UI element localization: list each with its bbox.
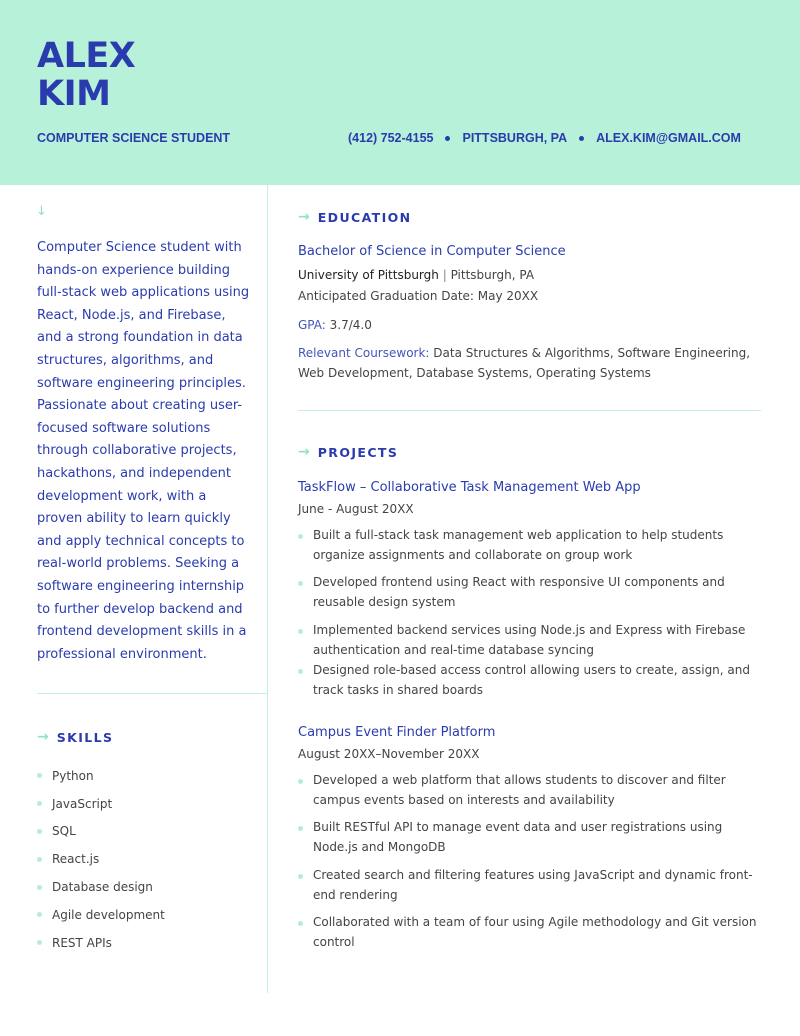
bullet-icon (298, 581, 303, 586)
skill-label: Agile development (52, 907, 165, 922)
coursework-label: Relevant Coursework: (298, 346, 430, 360)
coursework-value: Data Structures & Algorithms, Software Engineering, Web Development, Database Systems, Operating Systems (298, 346, 751, 380)
skills-title: SKILLS (56, 729, 114, 745)
bullet-text: Created search and filtering features using JavaScript and dynamic front-end rendering (313, 867, 753, 902)
gpa-line (298, 315, 758, 336)
bullet-icon (37, 773, 42, 778)
university-city: Pittsburgh, PA (450, 268, 535, 282)
projects-title: PROJECTS (317, 444, 399, 460)
arrow-right-icon: → (298, 209, 310, 225)
project-date: August 20XX–November 20XX (298, 747, 480, 761)
list-item (298, 771, 758, 810)
section-divider (298, 410, 761, 411)
list-item (298, 913, 758, 952)
university-line (298, 265, 758, 286)
university: University of Pittsburgh (298, 268, 439, 282)
projects-heading (298, 444, 398, 460)
bullet-icon (37, 857, 42, 862)
project-entry (298, 480, 758, 701)
bullet-text: Developed a web platform that allows students to discover and filter campus events based on interests and availability (313, 773, 726, 807)
project-date: June - August 20XX (298, 502, 414, 516)
arrow-right-icon: → (37, 729, 49, 745)
profile-summary: Computer Science student with hands-on experience building full-stack web applications using React, Node.js, and Firebase, and a strong foundation in data structures, algorithms, and software engineering principles. Passionate about creating user-focused software solutions through collaborative projects, hackathons, and independent development work, with a proven ability to learn quickly and apply technical concepts to real-world problems. Seeking a software engineering internship to further develop backend and frontend development skills in a professional environment. (37, 240, 250, 662)
education-heading (298, 209, 412, 225)
list-item (37, 790, 165, 818)
first-name: ALEX (37, 36, 136, 76)
bullet-text: Implemented backend services using Node.js and Express with Firebase authentication and real-time database syncing (313, 622, 746, 657)
arrow-right-icon: → (298, 444, 310, 460)
list-item (37, 845, 165, 873)
list-item (298, 866, 758, 905)
list-item (37, 873, 165, 901)
bullet-text: Developed frontend using React with responsive UI components and reusable design system (313, 575, 725, 610)
skill-label: Database design (52, 880, 153, 895)
skill-label: JavaScript (52, 796, 113, 811)
project-title: TaskFlow – Collaborative Task Management Web App (298, 480, 641, 495)
bullet-icon (37, 885, 42, 890)
graduation-date: Anticipated Graduation Date: May 20XX (298, 289, 539, 303)
list-item (298, 526, 758, 565)
bullet-icon (298, 826, 303, 831)
education-section (298, 244, 758, 383)
separator-dot (445, 136, 450, 141)
skill-label: REST APIs (52, 935, 112, 950)
skill-label: React.js (52, 852, 100, 867)
list-item (298, 661, 758, 700)
bullet-icon (37, 829, 42, 834)
candidate-name (37, 37, 135, 113)
bullet-icon (298, 669, 303, 674)
bullet-icon (298, 779, 303, 784)
bullet-icon (37, 801, 42, 806)
section-divider (37, 693, 267, 694)
bullet-icon (298, 874, 303, 879)
list-item (37, 901, 165, 929)
phone: (412) 752-4155 (348, 131, 434, 145)
bullet-text: Designed role-based access control allowing users to create, assign, and track tasks in shared boards (313, 663, 750, 697)
bullet-icon (298, 534, 303, 539)
degree: Bachelor of Science in Computer Science (298, 244, 566, 259)
bullet-icon (37, 912, 42, 917)
education-title: EDUCATION (317, 209, 412, 225)
list-item (37, 762, 165, 790)
list-item (37, 929, 165, 957)
project-bullets (298, 771, 758, 953)
bullet-icon (298, 921, 303, 926)
bullet-text: Built RESTful API to manage event data and user registrations using Node.js and MongoDB (313, 820, 723, 855)
skill-label: SQL (52, 824, 76, 839)
skills-list (37, 762, 165, 957)
bullet-icon (37, 940, 42, 945)
location: PITTSBURGH, PA (462, 131, 568, 145)
list-item (298, 573, 758, 612)
separator: | (442, 268, 447, 282)
coursework-line (298, 344, 758, 383)
project-entry (298, 725, 758, 953)
bullet-icon (298, 629, 303, 634)
project-bullets (298, 526, 758, 701)
contact-info (348, 131, 741, 145)
bullet-text: Collaborated with a team of four using Agile methodology and Git version control (313, 915, 757, 949)
resume-header (0, 0, 800, 185)
arrow-down-icon: ↓ (36, 204, 47, 219)
last-name: KIM (37, 74, 111, 114)
skills-heading (37, 729, 113, 745)
list-item (298, 818, 758, 857)
column-divider (267, 185, 268, 993)
separator-dot (579, 136, 584, 141)
skill-label: Python (52, 768, 94, 783)
email: ALEX.KIM@GMAIL.COM (596, 131, 741, 145)
list-item (298, 621, 758, 660)
gpa-value: 3.7/4.0 (329, 318, 372, 332)
bullet-text: Built a full-stack task management web application to help students organize assignments and collaborate on group work (313, 528, 724, 562)
job-title: COMPUTER SCIENCE STUDENT (37, 131, 231, 145)
list-item (37, 818, 165, 846)
project-title: Campus Event Finder Platform (298, 725, 496, 740)
gpa-label: GPA: (298, 318, 326, 332)
